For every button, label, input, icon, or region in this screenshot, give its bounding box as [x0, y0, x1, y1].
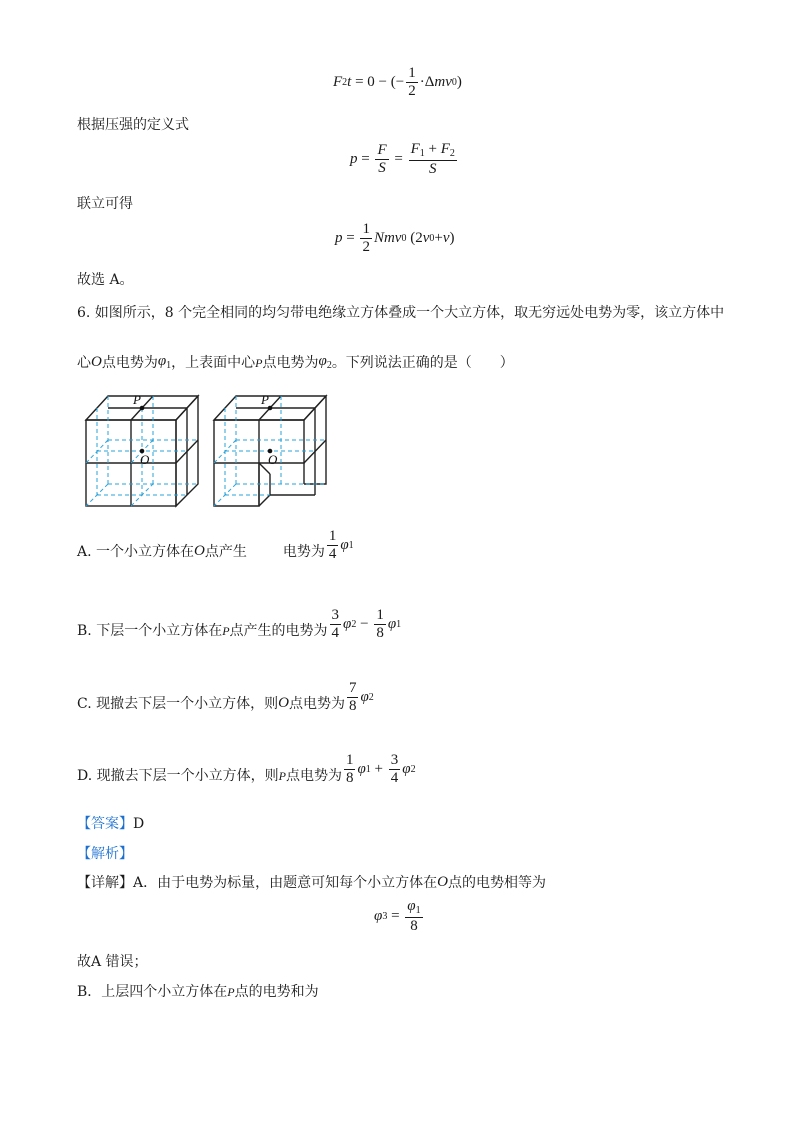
text-a-wrong: 故A 错误； — [77, 954, 148, 970]
answer-label: 【答案】 — [77, 816, 133, 832]
option-a: A. 一个小立方体在 O 点产生 电势为 $\frac{1}{4}$ φ 1 — [77, 528, 354, 562]
text-pressure-definition: 根据压强的定义式 — [77, 117, 189, 133]
equation-phi3: φ 3 = $\frac{\varphi_1}{8}$ — [374, 898, 421, 934]
analysis-label: 【解析】 — [77, 846, 133, 862]
option-c: C. 现撤去下层一个小立方体，则 O 点电势为 $\frac{7}{8}$ φ 2 — [77, 680, 374, 714]
label-O-right: O — [268, 452, 278, 467]
label-P-left: P — [133, 392, 141, 407]
question-6-line2: 心 O 点电势为 $\varphi_1$ ，上表面中心 P 点电势为 $\varphi_2$ 。下列说法正确的是（ ） — [77, 353, 514, 371]
cube-figure — [80, 388, 350, 510]
question-6-line1: 6. 如图所示，8 个完全相同的均匀带电绝缘立方体叠成一个大立方体，取无穷远处电势为零，该立方体中 — [77, 305, 725, 321]
option-d: D. 现撤去下层一个小立方体，则 P 点电势为 $\frac{1}{8}$ φ 1 + $\frac{3}{4}$ φ 2 — [77, 752, 416, 786]
detail-line: 【详解】 A．由于电势为标量，由题意可知每个小立方体在 O 点的电势相等为 — [77, 874, 546, 891]
answer-value: D — [133, 816, 145, 832]
equation-momentum: F 2 t = 0 − (− $\frac{1}{2}$ ·Δ mv 0 ) — [333, 65, 462, 99]
label-P-right: P — [261, 392, 269, 407]
option-b: B. 下层一个小立方体在 P 点产生的电势为 $\frac{3}{4}$ φ 2 − $\frac{1}{8}$ φ 1 — [77, 607, 402, 641]
answer-line — [77, 817, 144, 831]
text-b-line: B．上层四个小立方体在 P 点的电势和为 — [77, 984, 319, 1000]
label-O-left: O — [140, 452, 150, 467]
text-choose-a: 故选 A。 — [77, 272, 134, 288]
text-combine: 联立可得 — [77, 196, 133, 212]
equation-result: p = $\frac{1}{2}$ Nmv 0 (2 v 0 + v ) — [335, 221, 455, 255]
equation-pressure: p = $\frac{F}{S}$ = $\frac{F_1 + F_2}{S}$ — [350, 141, 455, 177]
